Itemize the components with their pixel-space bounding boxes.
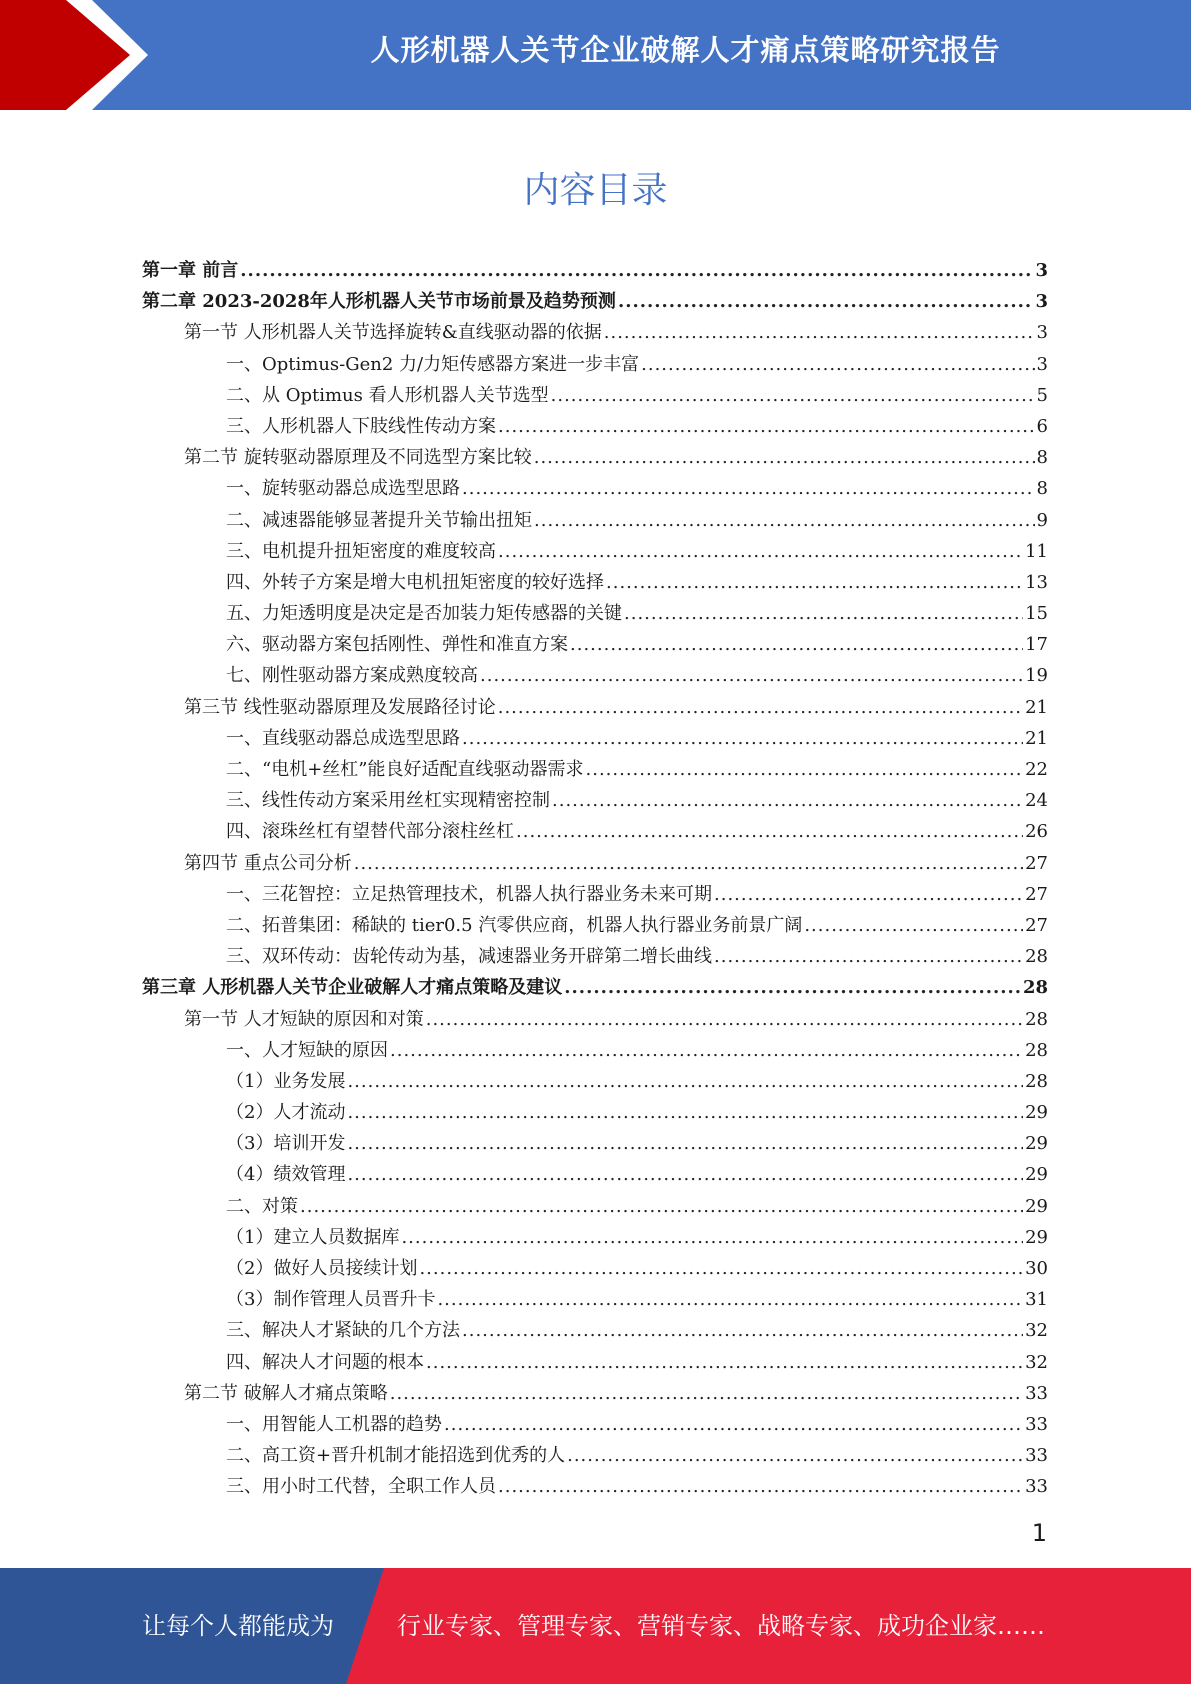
toc-entry-label: 第一节 人才短缺的原因和对策 [184, 1008, 424, 1030]
toc-entry-label: 二、“电机+丝杠”能良好适配直线驱动器需求 [226, 759, 584, 780]
toc-entry-label: 第四节 重点公司分析 [184, 852, 352, 874]
toc-dot-leader [347, 1066, 1023, 1097]
toc-entry-page: 28 [1025, 1070, 1048, 1092]
toc-entry[interactable] [142, 380, 1048, 411]
table-of-contents [142, 255, 1048, 1503]
toc-entry-page: 15 [1025, 603, 1048, 625]
toc-dot-leader [618, 286, 1034, 317]
toc-dot-leader [240, 255, 1033, 286]
toc-entry[interactable] [142, 660, 1048, 691]
toc-dot-leader [347, 1159, 1023, 1190]
toc-entry[interactable] [142, 1004, 1048, 1035]
toc-entry[interactable] [142, 1409, 1048, 1440]
toc-entry-page: 9 [1036, 509, 1048, 531]
toc-entry[interactable] [142, 567, 1048, 598]
toc-entry-label: 四、滚珠丝杠有望替代部分滚柱丝杠 [226, 821, 514, 843]
toc-entry[interactable] [142, 473, 1048, 504]
toc-entry-label: 四、解决人才问题的根本 [226, 1351, 424, 1373]
toc-entry[interactable] [142, 1378, 1048, 1409]
toc-entry[interactable] [142, 1191, 1048, 1222]
toc-entry-label: 一、Optimus-Gen2 力/力矩传感器方案进一步丰富 [226, 353, 640, 375]
toc-entry[interactable] [142, 255, 1048, 286]
toc-entry[interactable] [142, 879, 1048, 910]
toc-dot-leader [390, 1035, 1023, 1066]
toc-entry-page: 28 [1025, 946, 1048, 968]
toc-entry-label: 二、拓普集团：稀缺的 tier0.5 汽零供应商，机器人执行器业务前景广阔 [226, 914, 803, 936]
toc-entry-label: 六、驱动器方案包括刚性、弹性和准直方案 [226, 634, 568, 656]
toc-entry-page: 30 [1025, 1258, 1048, 1279]
toc-entry-label: 四、外转子方案是增大电机扭矩密度的较好选择 [226, 571, 604, 593]
toc-entry-page: 29 [1025, 1133, 1048, 1155]
toc-entry-page: 21 [1025, 696, 1048, 718]
toc-entry[interactable] [142, 1253, 1048, 1284]
toc-entry[interactable] [142, 1315, 1048, 1346]
toc-entry-page: 29 [1025, 1164, 1048, 1186]
toc-entry-label: 七、刚性驱动器方案成熟度较高 [226, 665, 478, 687]
toc-entry-label: 三、电机提升扭矩密度的难度较高 [226, 540, 496, 562]
toc-entry-label: 第三章 人形机器人关节企业破解人才痛点策略及建议 [142, 977, 563, 999]
toc-dot-leader [570, 629, 1023, 660]
toc-entry[interactable] [142, 1471, 1048, 1502]
toc-entry-label: （4）绩效管理 [226, 1164, 346, 1186]
toc-entry[interactable] [142, 723, 1048, 754]
toc-entry-page: 17 [1025, 634, 1048, 656]
toc-dot-leader [401, 1222, 1023, 1253]
toc-entry-label: 第三节 线性驱动器原理及发展路径讨论 [184, 696, 496, 718]
toc-entry-page: 3 [1035, 260, 1048, 281]
toc-entry[interactable] [142, 629, 1048, 660]
toc-entry-label: 一、人才短缺的原因 [226, 1039, 388, 1061]
toc-entry-page: 28 [1022, 977, 1048, 999]
toc-entry-page: 27 [1025, 883, 1048, 905]
toc-entry-label: （2）做好人员接续计划 [226, 1258, 418, 1279]
toc-entry-page: 33 [1025, 1413, 1048, 1435]
toc-entry-label: 二、高工资+晋升机制才能招选到优秀的人 [226, 1445, 566, 1467]
toc-dot-leader [498, 692, 1023, 723]
toc-entry[interactable] [142, 1159, 1048, 1190]
toc-entry[interactable] [142, 349, 1048, 380]
toc-dot-leader [714, 941, 1023, 972]
toc-entry-label: 三、双环传动：齿轮传动为基，减速器业务开辟第二增长曲线 [226, 946, 712, 968]
toc-entry-page: 32 [1025, 1320, 1048, 1342]
toc-entry-page: 29 [1025, 1226, 1048, 1248]
toc-entry-label: （1）业务发展 [226, 1070, 346, 1092]
toc-entry-page: 29 [1025, 1195, 1048, 1217]
report-title: 人形机器人关节企业破解人才痛点策略研究报告 [370, 33, 1001, 67]
toc-dot-leader [804, 910, 1023, 941]
toc-entry-page: 27 [1025, 852, 1048, 874]
toc-entry[interactable] [142, 536, 1048, 567]
toc-entry-page: 27 [1025, 914, 1048, 936]
toc-dot-leader [516, 816, 1023, 847]
toc-entry-page: 8 [1036, 447, 1048, 469]
toc-entry-label: 一、旋转驱动器总成选型思路 [226, 478, 460, 500]
toc-entry-label: 三、人形机器人下肢线性传动方案 [226, 415, 496, 437]
toc-entry-label: 五、力矩透明度是决定是否加装力矩传感器的关键 [226, 603, 622, 625]
toc-entry[interactable] [142, 910, 1048, 941]
toc-dot-leader [426, 1004, 1023, 1035]
toc-entry[interactable] [142, 1440, 1048, 1471]
toc-dot-leader [641, 349, 1034, 380]
toc-entry-page: 26 [1025, 821, 1048, 843]
toc-dot-leader [564, 972, 1021, 1003]
toc-entry[interactable] [142, 598, 1048, 629]
toc-entry-label: （1）建立人员数据库 [226, 1226, 400, 1248]
toc-entry[interactable] [142, 1284, 1048, 1315]
toc-entry-label: （2）人才流动 [226, 1102, 346, 1124]
toc-dot-leader [534, 505, 1035, 536]
toc-entry-page: 31 [1025, 1289, 1048, 1311]
toc-entry[interactable] [142, 972, 1048, 1003]
page-footer [0, 1568, 1191, 1684]
toc-entry[interactable] [142, 1222, 1048, 1253]
toc-dot-leader [462, 723, 1023, 754]
toc-dot-leader [462, 1315, 1023, 1346]
toc-entry[interactable] [142, 941, 1048, 972]
page-number: 1 [1031, 1519, 1047, 1547]
toc-entry-page: 11 [1025, 540, 1048, 562]
toc-entry-label: （3）制作管理人员晋升卡 [226, 1289, 436, 1311]
toc-dot-leader [444, 1409, 1023, 1440]
toc-dot-leader [714, 879, 1023, 910]
toc-entry-label: 二、对策 [226, 1195, 298, 1217]
toc-entry-page: 13 [1025, 571, 1048, 593]
toc-entry-label: 三、解决人才紧缺的几个方法 [226, 1320, 460, 1342]
footer-slogan-left: 让每个人都能成为 [142, 1612, 334, 1640]
toc-entry[interactable] [142, 505, 1048, 536]
toc-dot-leader [551, 380, 1035, 411]
toc-entry-page: 33 [1025, 1445, 1048, 1467]
toc-entry[interactable] [142, 317, 1048, 348]
toc-entry[interactable] [142, 848, 1048, 879]
toc-entry[interactable] [142, 442, 1048, 473]
toc-entry-label: 一、直线驱动器总成选型思路 [226, 727, 460, 749]
toc-entry-page: 24 [1025, 790, 1048, 812]
toc-entry[interactable] [142, 785, 1048, 816]
toc-entry[interactable] [142, 816, 1048, 847]
toc-entry-label: 第一章 前言 [142, 260, 239, 281]
toc-entry-label: 三、用小时工代替，全职工作人员 [226, 1476, 496, 1498]
toc-entry-label: 第一节 人形机器人关节选择旋转&直线驱动器的依据 [184, 322, 602, 344]
toc-entry[interactable] [142, 1066, 1048, 1097]
toc-entry[interactable] [142, 1128, 1048, 1159]
toc-entry-label: 第二节 破解人才痛点策略 [184, 1382, 388, 1404]
toc-dot-leader [347, 1097, 1023, 1128]
toc-dot-leader [604, 317, 1035, 348]
toc-entry-page: 3 [1035, 291, 1048, 313]
toc-dot-leader [498, 1471, 1023, 1502]
toc-dot-leader [354, 848, 1023, 879]
toc-dot-leader [586, 754, 1024, 785]
toc-entry-page: 29 [1025, 1102, 1048, 1124]
toc-dot-leader [426, 1347, 1023, 1378]
page-header [0, 0, 1191, 110]
toc-dot-leader [498, 536, 1023, 567]
toc-entry[interactable] [142, 411, 1048, 442]
toc-entry-page: 6 [1036, 415, 1048, 437]
toc-entry[interactable] [142, 1347, 1048, 1378]
toc-entry[interactable] [142, 1097, 1048, 1128]
toc-entry[interactable] [142, 286, 1048, 317]
toc-dot-leader [606, 567, 1023, 598]
toc-entry[interactable] [142, 1035, 1048, 1066]
toc-entry-page: 33 [1025, 1382, 1048, 1404]
toc-entry-page: 22 [1025, 759, 1048, 780]
toc-dot-leader [347, 1128, 1023, 1159]
toc-dot-leader [419, 1253, 1023, 1284]
toc-dot-leader [300, 1191, 1023, 1222]
toc-entry-label: 一、三花智控：立足热管理技术，机器人执行器业务未来可期 [226, 883, 712, 905]
toc-dot-leader [534, 442, 1035, 473]
toc-dot-leader [480, 660, 1023, 691]
toc-entry-page: 32 [1025, 1351, 1048, 1373]
toc-dot-leader [390, 1378, 1023, 1409]
toc-entry-page: 3 [1036, 353, 1048, 375]
toc-entry-label: 第二节 旋转驱动器原理及不同选型方案比较 [184, 447, 532, 469]
toc-entry-page: 28 [1025, 1008, 1048, 1030]
toc-entry-page: 3 [1036, 322, 1048, 344]
toc-entry-label: 三、线性传动方案采用丝杠实现精密控制 [226, 790, 550, 812]
toc-entry-label: 二、减速器能够显著提升关节输出扭矩 [226, 509, 532, 531]
toc-entry-page: 28 [1025, 1039, 1048, 1061]
toc-dot-leader [462, 473, 1035, 504]
toc-entry-label: 一、用智能人工机器的趋势 [226, 1413, 442, 1435]
toc-dot-leader [624, 598, 1023, 629]
toc-entry-page: 19 [1025, 665, 1048, 687]
toc-heading: 内容目录 [523, 170, 668, 211]
toc-entry-page: 5 [1036, 384, 1048, 406]
toc-entry-label: 二、从 Optimus 看人形机器人关节选型 [226, 384, 549, 406]
toc-dot-leader [498, 411, 1035, 442]
toc-entry-page: 33 [1025, 1476, 1048, 1498]
toc-dot-leader [552, 785, 1023, 816]
toc-entry[interactable] [142, 692, 1048, 723]
toc-entry-page: 21 [1025, 727, 1048, 749]
toc-entry-label: 第二章 2023-2028年人形机器人关节市场前景及趋势预测 [142, 291, 616, 313]
toc-entry[interactable] [142, 754, 1048, 785]
toc-entry-page: 8 [1036, 478, 1048, 500]
toc-dot-leader [567, 1440, 1023, 1471]
footer-slogan-right: 行业专家、管理专家、营销专家、战略专家、成功企业家…… [397, 1612, 1045, 1640]
toc-entry-label: （3）培训开发 [226, 1133, 346, 1155]
toc-dot-leader [437, 1284, 1023, 1315]
